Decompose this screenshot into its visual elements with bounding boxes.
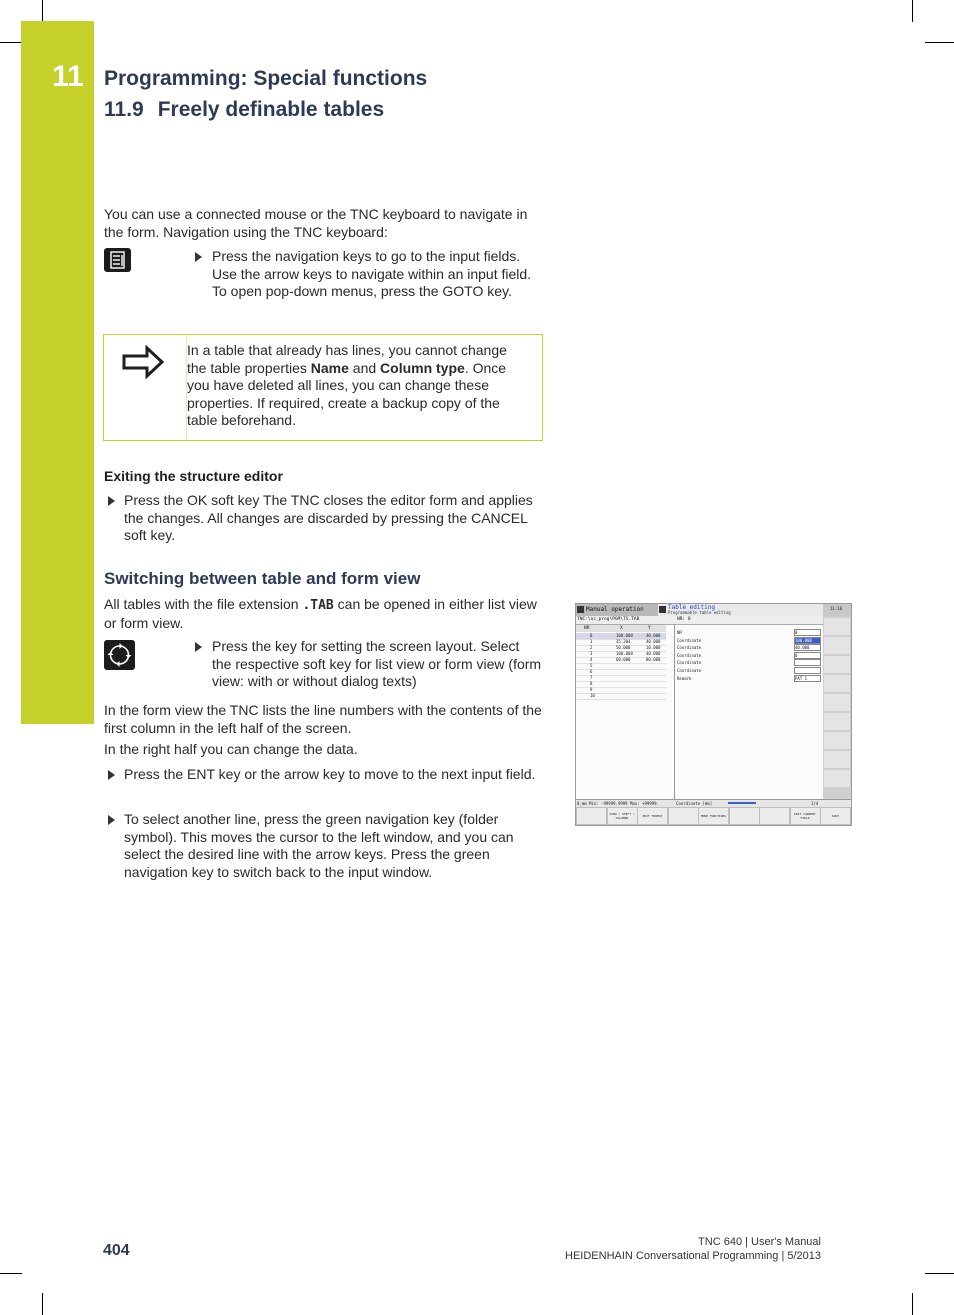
softkey[interactable] <box>760 808 789 824</box>
crop-mark <box>0 42 22 43</box>
form-view-panel[interactable] <box>675 625 823 799</box>
clock-area <box>823 604 851 616</box>
status-bar <box>576 799 851 807</box>
table-cell: 40.000 <box>646 651 661 656</box>
crop-mark <box>42 0 43 22</box>
chapter-tab <box>21 21 94 724</box>
form-field-label: Coordinate <box>677 637 702 643</box>
softkey[interactable]: VIEW / SHIFT / COLUMNS <box>608 808 637 824</box>
form-field-label: NR <box>677 630 682 635</box>
table-cell: 10.000 <box>646 645 661 650</box>
table-cell: 4 <box>590 657 593 662</box>
form-nr-label: NR: 0 <box>677 617 691 622</box>
bullet-arrow-icon <box>108 770 115 780</box>
softkey-row <box>576 807 851 825</box>
tnc-screenshot <box>575 603 852 826</box>
table-cell: 1 <box>590 639 593 644</box>
section-name: Freely definable tables <box>157 98 385 121</box>
table-cell: 100.000 <box>616 633 633 638</box>
table-cell: 60.000 <box>616 657 631 662</box>
form-field-input[interactable] <box>794 667 821 674</box>
note-text-and: and <box>348 359 381 376</box>
switch-intro-b: can be opened in either list view or form view. <box>104 596 537 631</box>
vertical-softkey[interactable] <box>824 618 850 635</box>
status-range: 0_mm Min: -99999.9999 Max: +99999. <box>577 801 659 806</box>
softkey[interactable]: MORE FUNCTIONS <box>699 808 728 824</box>
table-cell: 40.000 <box>646 639 661 644</box>
table-cell: 40.000 <box>646 633 661 638</box>
table-cell: 8 <box>590 681 593 686</box>
table-cell: 10 <box>590 693 595 698</box>
crop-mark <box>912 0 913 22</box>
chapter-title: Programming: Special functions <box>104 67 428 90</box>
bullet-arrow-icon <box>108 815 115 825</box>
bullet-arrow-icon <box>195 642 202 652</box>
vertical-softkeys <box>823 616 851 799</box>
table-cell: 6 <box>590 669 593 674</box>
exit-heading: Exiting the structure editor <box>104 468 283 484</box>
table-cell: 9 <box>590 687 593 692</box>
table-cell: 80.000 <box>646 657 661 662</box>
form-field-input[interactable] <box>794 659 821 666</box>
crop-mark <box>925 42 954 43</box>
list-header <box>576 625 666 632</box>
mode-icon <box>577 606 584 613</box>
switch-heading: Switching between table and form view <box>104 569 421 588</box>
note-text <box>187 342 527 430</box>
softkey[interactable] <box>577 808 606 824</box>
softkey[interactable] <box>730 808 759 824</box>
vertical-softkey[interactable] <box>824 770 850 787</box>
footer-line-1: TNC 640 | User's Manual <box>698 1236 821 1248</box>
table-cell: 5 <box>590 663 593 668</box>
switch-p2: In the right half you can change the data. <box>104 741 358 757</box>
crop-mark <box>912 1293 913 1315</box>
note-arrow-icon <box>121 345 165 379</box>
table-cell: 7 <box>590 675 593 680</box>
footer-line-2: HEIDENHAIN Conversational Programming | 5/2013 <box>565 1250 821 1262</box>
section-title <box>104 98 384 122</box>
form-field-input[interactable]: 40.000 <box>794 644 821 651</box>
form-field-input[interactable]: PAT 1 <box>794 675 821 682</box>
col-header: X <box>620 626 623 631</box>
table-cell: 0 <box>590 633 593 638</box>
col-header: Y <box>648 626 651 631</box>
note-coltype-term: Column type <box>380 359 465 376</box>
note-text-2: . Once you have deleted all lines, you can change these properties. If required, create a backup copy of the table beforehand. <box>187 359 507 429</box>
switch-bullet-2: To select another line, press the green navigation key (folder symbol). This moves the cursor to the left window, and you can select the desired line with the arrow keys. Press the green navigation key to switch back to the input window. <box>124 811 514 880</box>
status-field: Coordinate [mm] <box>676 801 713 806</box>
crop-mark <box>42 1293 43 1315</box>
switch-bullet-1: Press the ENT key or the arrow key to move to the next input field. <box>124 766 536 782</box>
bullet-arrow-icon <box>108 496 115 506</box>
vertical-softkey[interactable] <box>824 656 850 673</box>
path-label: TNC:\nc_prog\PGM\TS.TAB <box>577 617 640 622</box>
form-field-label: Coordinate <box>677 660 702 666</box>
vertical-softkey[interactable] <box>824 637 850 654</box>
form-field-label: Coordinate <box>677 645 702 651</box>
form-field-input[interactable]: 0 <box>794 652 821 659</box>
exit-step: Press the OK soft key The TNC closes the editor form and applies the changes. All changes are discarded by pressing the CANCEL soft key. <box>124 492 533 544</box>
clock: 11:18 <box>830 606 843 611</box>
section-number: 11.9 <box>104 98 144 121</box>
form-field-label: Coordinate <box>677 652 702 658</box>
file-extension: .TAB <box>302 598 334 613</box>
table-cell: 100.000 <box>616 651 633 656</box>
note-text-1: In a table that already has lines, you cannot change the table properties <box>187 342 507 376</box>
form-navigation-key-icon <box>104 248 131 272</box>
form-field-label: Coordinate <box>677 668 702 673</box>
form-field-input[interactable]: 0 <box>794 629 821 636</box>
crop-mark <box>925 1273 954 1274</box>
table-row[interactable] <box>576 693 666 700</box>
table-cell: 50.000 <box>616 645 631 650</box>
mode2-header <box>658 604 823 616</box>
softkey[interactable]: SORT <box>821 808 850 824</box>
vertical-softkey[interactable] <box>824 751 850 768</box>
note-box <box>103 334 543 441</box>
table-cell: 3 <box>590 651 593 656</box>
mode-label: Manual operation <box>586 606 644 613</box>
form-field-input[interactable]: 100.000 <box>794 637 821 644</box>
switch-intro <box>104 596 544 632</box>
switch-step: Press the key for setting the screen layout. Select the respective soft key for list view or form view (form view: with or without dialog texts) <box>212 638 542 690</box>
mode2-icon <box>659 606 666 613</box>
vertical-softkey[interactable] <box>824 675 850 692</box>
crop-mark <box>0 1273 22 1274</box>
chapter-number: 11 <box>52 60 84 93</box>
list-view-panel[interactable] <box>576 625 675 799</box>
switch-p1: In the form view the TNC lists the line numbers with the contents of the first column in the left half of the screen. <box>104 702 542 736</box>
vertical-softkey[interactable] <box>824 732 850 749</box>
softkey[interactable]: EDIT FORMAT <box>638 808 667 824</box>
mode-header <box>576 604 658 616</box>
mode2-label: Table editing <box>668 604 715 611</box>
status-page: 1/4 <box>811 801 819 806</box>
form-field-label: Remark <box>677 675 692 681</box>
status-progress <box>728 802 756 804</box>
table-cell: 2 <box>590 645 593 650</box>
softkey[interactable]: EDIT CURRENT FIELD <box>791 808 820 824</box>
table-cell: 35.204 <box>616 639 631 644</box>
note-name-term: Name <box>310 359 349 376</box>
path-bar <box>576 616 823 625</box>
vertical-softkey[interactable] <box>824 713 850 730</box>
switch-intro-a: All tables with the file extension <box>104 596 303 612</box>
bullet-arrow-icon <box>195 252 202 262</box>
page-number: 404 <box>103 1242 130 1259</box>
nav-step: Press the navigation keys to go to the input fields. Use the arrow keys to navigate within an input field. To open pop-down menus, press the GOTO key. <box>212 248 532 300</box>
col-header: NR <box>584 626 590 631</box>
softkey[interactable] <box>669 808 698 824</box>
screen-layout-key-icon <box>104 640 135 670</box>
vertical-softkey[interactable] <box>824 694 850 711</box>
mode2-sub: Programmable table editing <box>668 610 731 615</box>
intro-paragraph: You can use a connected mouse or the TNC keyboard to navigate in the form. Navigation using the TNC keyboard: <box>104 206 528 240</box>
